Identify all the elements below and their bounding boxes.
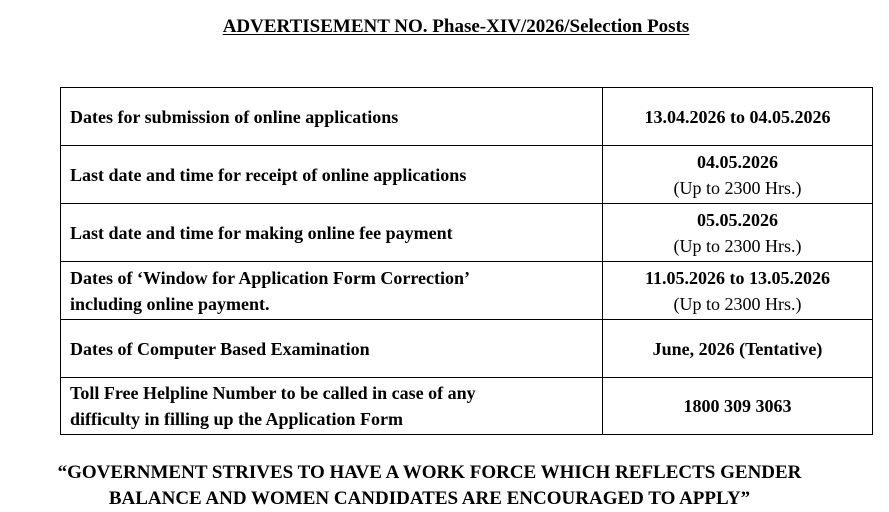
row-value-note: (Up to 2300 Hrs.) — [673, 177, 802, 198]
row-value-text: 11.05.2026 to 13.05.2026 — [644, 267, 830, 288]
table-row — [61, 320, 873, 378]
gender-balance-statement — [0, 460, 859, 512]
row-value — [603, 204, 873, 262]
table-row — [61, 204, 873, 262]
row-label — [61, 320, 603, 378]
row-value-note: (Up to 2300 Hrs.) — [673, 235, 802, 256]
row-label-text-line2: difficulty in filling up the Application Form — [70, 409, 404, 429]
row-label-text: Dates of ‘Window for Application Form Correction’ — [70, 267, 470, 288]
row-value — [603, 320, 873, 378]
row-label — [61, 378, 603, 435]
row-value-text: 1800 309 3063 — [683, 396, 792, 416]
row-label-text: Last date and time for making online fee payment — [70, 222, 453, 243]
statement-line-1: “GOVERNMENT STRIVES TO HAVE A WORK FORCE WHICH REFLECTS GENDER — [57, 462, 802, 483]
table-row — [61, 88, 873, 146]
row-value-text: 13.04.2026 to 04.05.2026 — [644, 106, 831, 127]
table-row — [61, 262, 873, 320]
row-label-text: Dates of Computer Based Examination — [70, 338, 370, 359]
row-value — [603, 378, 873, 435]
statement-line-2: BALANCE AND WOMEN CANDIDATES ARE ENCOURAGED TO APPLY” — [108, 488, 751, 509]
row-label — [61, 262, 603, 320]
table-row — [61, 146, 873, 204]
row-label — [61, 88, 603, 146]
row-label — [61, 204, 603, 262]
advertisement-title: ADVERTISEMENT NO. Phase-XIV/2026/Selection Posts — [222, 16, 690, 37]
row-label-text-line2: including online payment. — [70, 293, 270, 314]
row-value-note: (Up to 2300 Hrs.) — [673, 293, 802, 314]
row-label-text: Dates for submission of online applications — [70, 106, 399, 127]
row-value — [603, 146, 873, 204]
row-value-text: 04.05.2026 — [697, 151, 778, 172]
row-value — [603, 88, 873, 146]
table-row — [61, 378, 873, 435]
row-label-text: Toll Free Helpline Number to be called in case of any — [70, 383, 476, 403]
schedule-table — [60, 87, 873, 435]
row-label — [61, 146, 603, 204]
row-value-text: 05.05.2026 — [697, 209, 778, 230]
row-label-text: Last date and time for receipt of online applications — [70, 164, 467, 185]
row-value-text: June, 2026 (Tentative) — [652, 338, 823, 359]
row-value — [603, 262, 873, 320]
